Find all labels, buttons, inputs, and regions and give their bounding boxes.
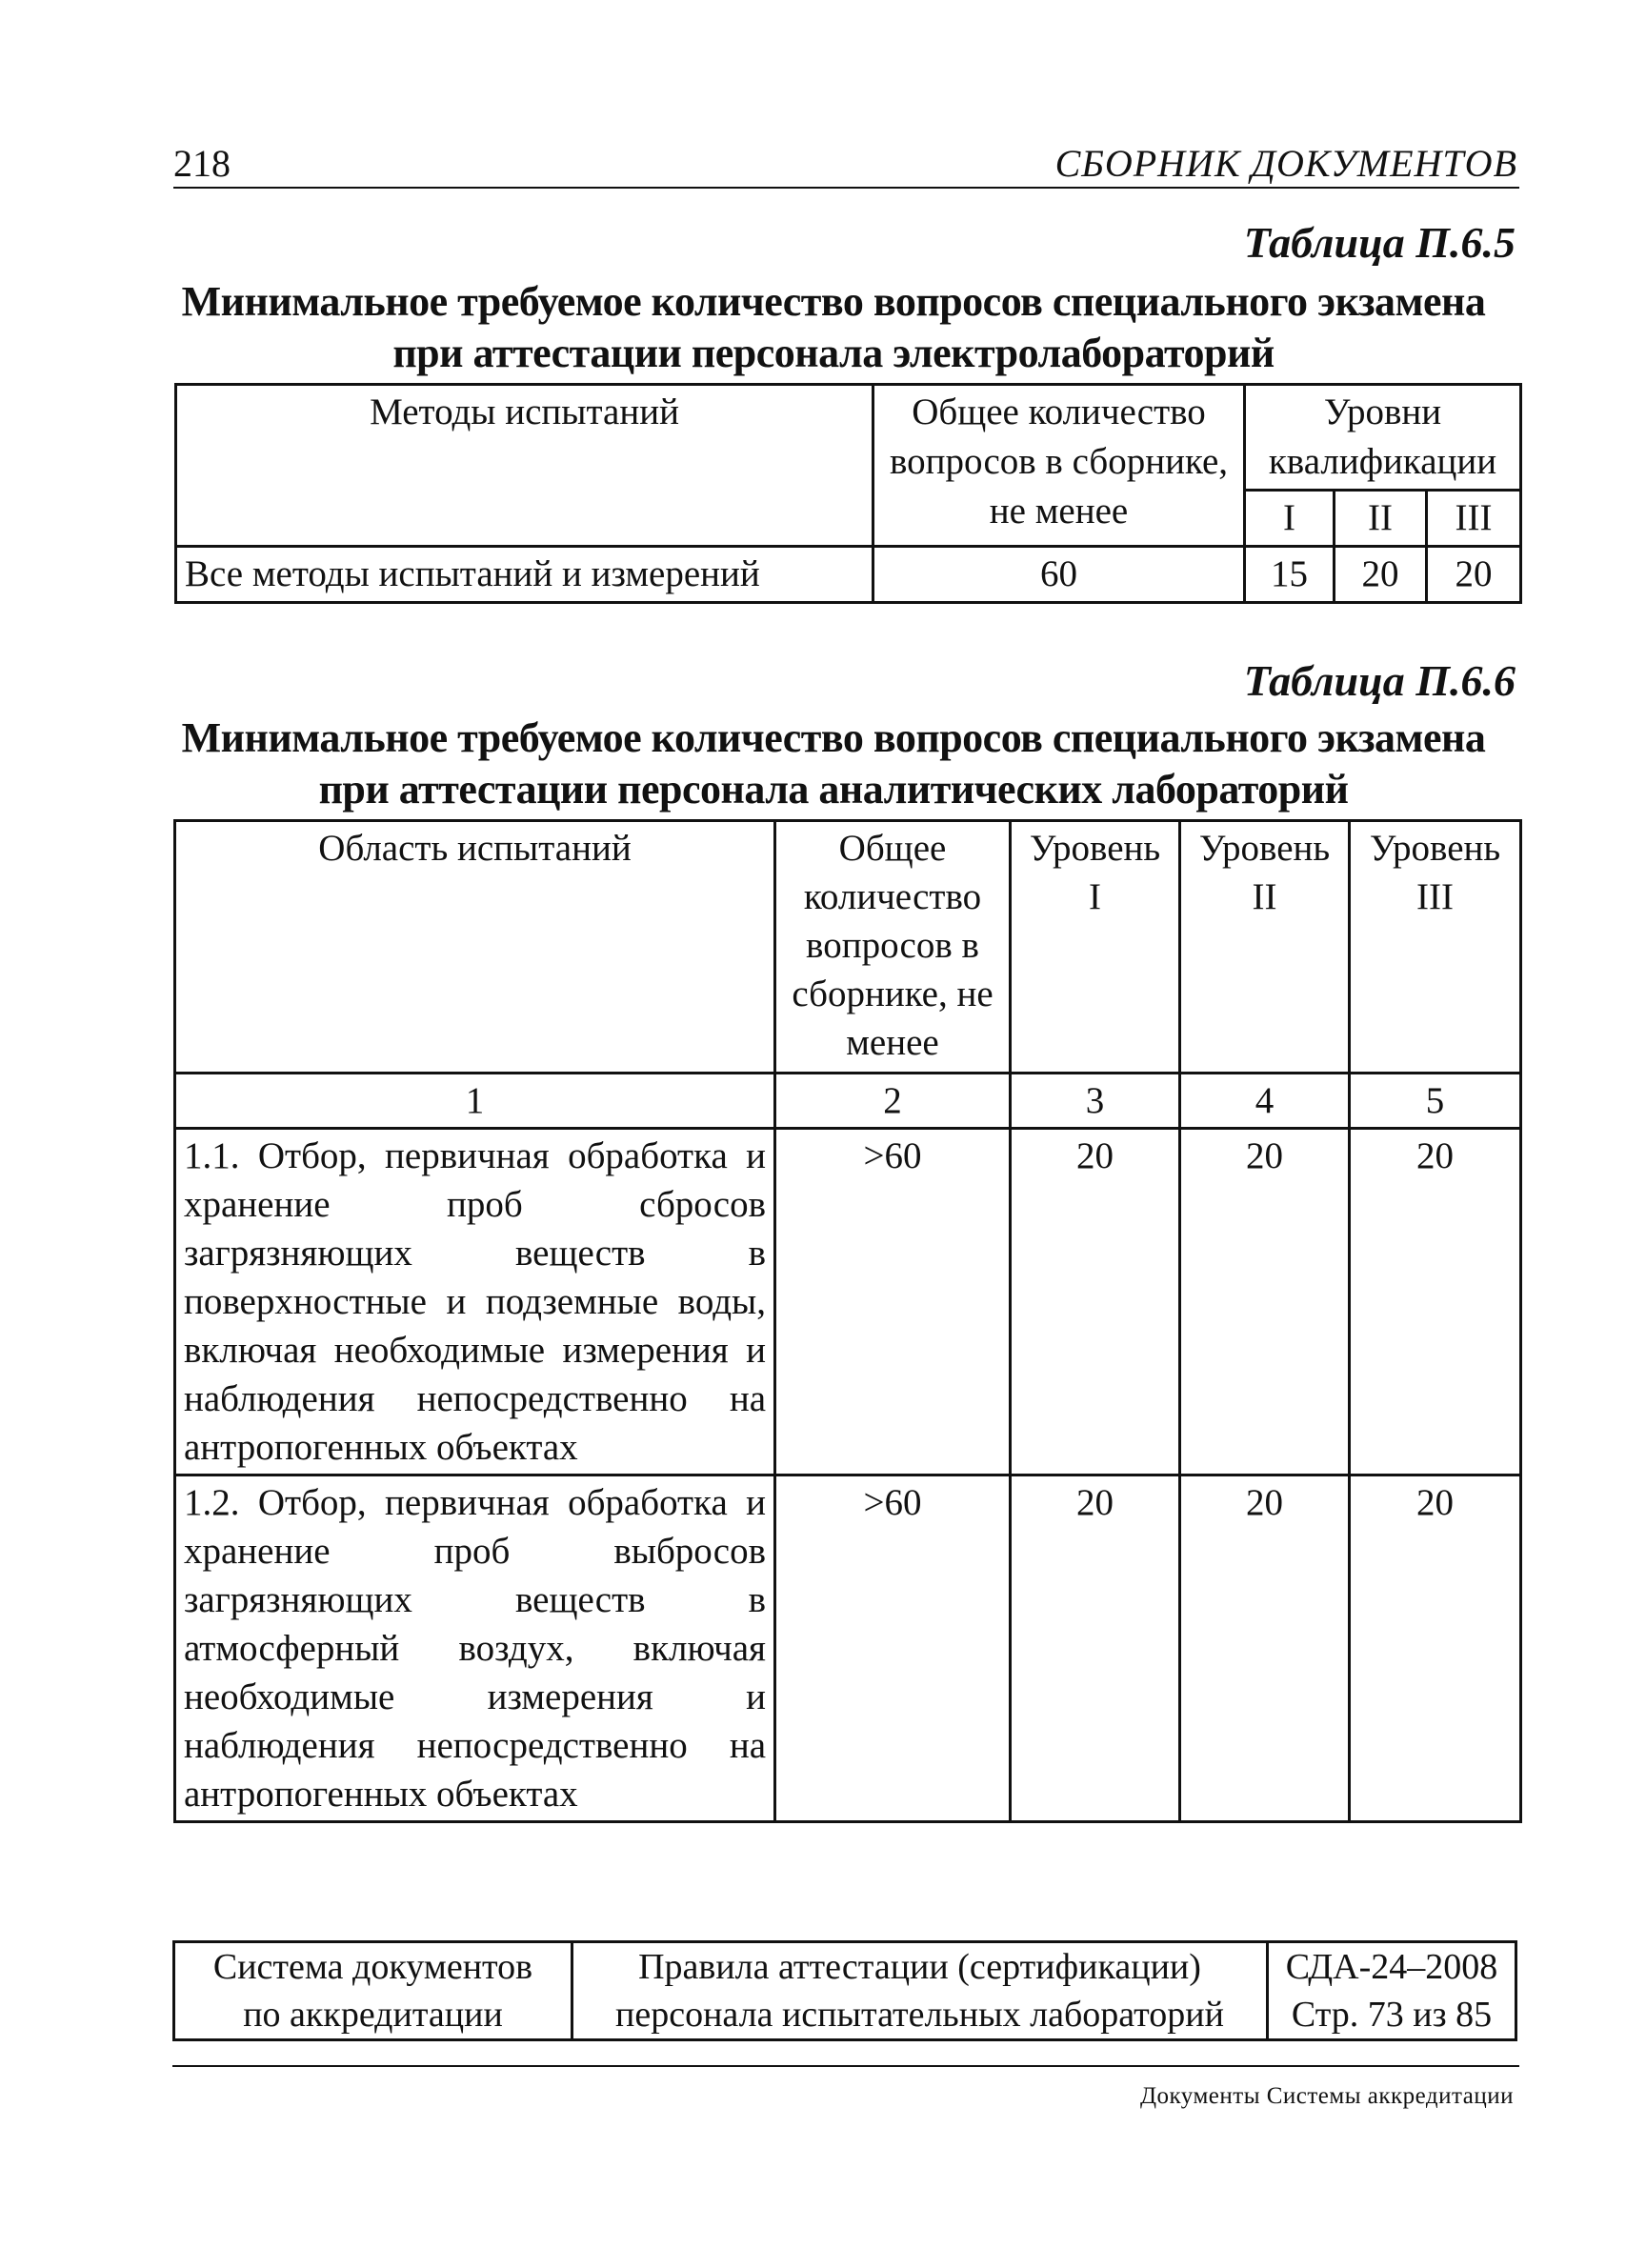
table1: [174, 383, 1522, 604]
t1-header-total: Общее количество вопросов в сборнике, не менее: [873, 385, 1245, 547]
footer-system: [174, 1942, 572, 2040]
table1-title: Минимальное требуемое количество вопросов специального экзамена при аттестации персонала электролабораторий: [181, 278, 1486, 376]
table2-label: Таблица П.6.6: [1243, 656, 1516, 705]
table1-label: Таблица П.6.5: [1243, 218, 1516, 267]
t2-row1-level-1: 20: [1011, 1129, 1180, 1475]
footer-table: [172, 1940, 1517, 2041]
t1-header-level-2: II: [1335, 491, 1427, 547]
t1-row-level-3: 20: [1427, 547, 1521, 603]
t2-row1-total: >60: [775, 1129, 1011, 1475]
t1-row-level-1: 15: [1245, 547, 1335, 603]
t1-row-level-2: 20: [1335, 547, 1427, 603]
footer-doc: [572, 1942, 1268, 2040]
footer-doc-line1: Правила аттестации (сертификации): [638, 1947, 1201, 1987]
footer-note: Документы Системы аккредитации: [1139, 2083, 1514, 2109]
table-row: [175, 1129, 1521, 1475]
t2-col-number-3: 3: [1011, 1074, 1180, 1129]
t2-header-total: Общее количество вопросов в сборнике, не менее: [775, 821, 1011, 1074]
t2-row2-area: 1.2. Отбор, первичная обработка и хранение проб выбросов загрязняющих веществ в атмосферный воздух, включая необходимые измерения и наблюдения непосредственно на антропогенных объектах: [175, 1475, 775, 1822]
t2-header-level-2: Уровень II: [1180, 821, 1350, 1074]
running-title: СБОРНИК ДОКУМЕНТОВ: [1054, 142, 1517, 185]
t2-row2-level-3: 20: [1350, 1475, 1521, 1822]
t2-header-level-1: Уровень I: [1011, 821, 1180, 1074]
t1-header-level-1: I: [1245, 491, 1335, 547]
t2-row1-level-2: 20: [1180, 1129, 1350, 1475]
table-row: [176, 547, 1521, 603]
t1-row-total: 60: [873, 547, 1245, 603]
t2-row2-level-1: 20: [1011, 1475, 1180, 1822]
footer-page: Стр. 73 из 85: [1291, 1995, 1493, 2035]
t1-header-methods: Методы испытаний: [176, 385, 873, 547]
t1-row-method: Все методы испытаний и измерений: [176, 547, 873, 603]
footer-rule: [172, 2065, 1519, 2067]
t2-col-number-1: 1: [175, 1074, 775, 1129]
footer-system-line2: по аккредитации: [243, 1995, 503, 2035]
t2-col-number-5: 5: [1350, 1074, 1521, 1129]
t2-row2-level-2: 20: [1180, 1475, 1350, 1822]
t2-col-number-4: 4: [1180, 1074, 1350, 1129]
footer-code-cell: [1268, 1942, 1516, 2040]
t2-row1-area: 1.1. Отбор, первичная обработка и хранение проб сбросов загрязняющих веществ в поверхностные и подземные воды, включая необходимые измерения и наблюдения непосредственно на антропогенных объектах: [175, 1129, 775, 1475]
header-rule: [173, 187, 1519, 189]
t2-col-number-2: 2: [775, 1074, 1011, 1129]
t1-header-levels: Уровни квалификации: [1245, 385, 1521, 491]
t2-row1-level-3: 20: [1350, 1129, 1521, 1475]
footer-doc-line2: персонала испытательных лабораторий: [615, 1995, 1224, 2035]
t2-header-area: Область испытаний: [175, 821, 775, 1074]
t2-row2-total: >60: [775, 1475, 1011, 1822]
footer-system-line1: Система документов: [212, 1947, 533, 1987]
table2: [173, 819, 1522, 1823]
table-row: [175, 1475, 1521, 1822]
page-number: 218: [173, 142, 231, 185]
t2-header-level-3: Уровень III: [1350, 821, 1521, 1074]
footer-code: СДА-24–2008: [1285, 1947, 1498, 1987]
t1-header-level-3: III: [1427, 491, 1521, 547]
table2-title: Минимальное требуемое количество вопросов специального экзамена при аттестации персонала аналитических лабораторий: [181, 714, 1486, 813]
